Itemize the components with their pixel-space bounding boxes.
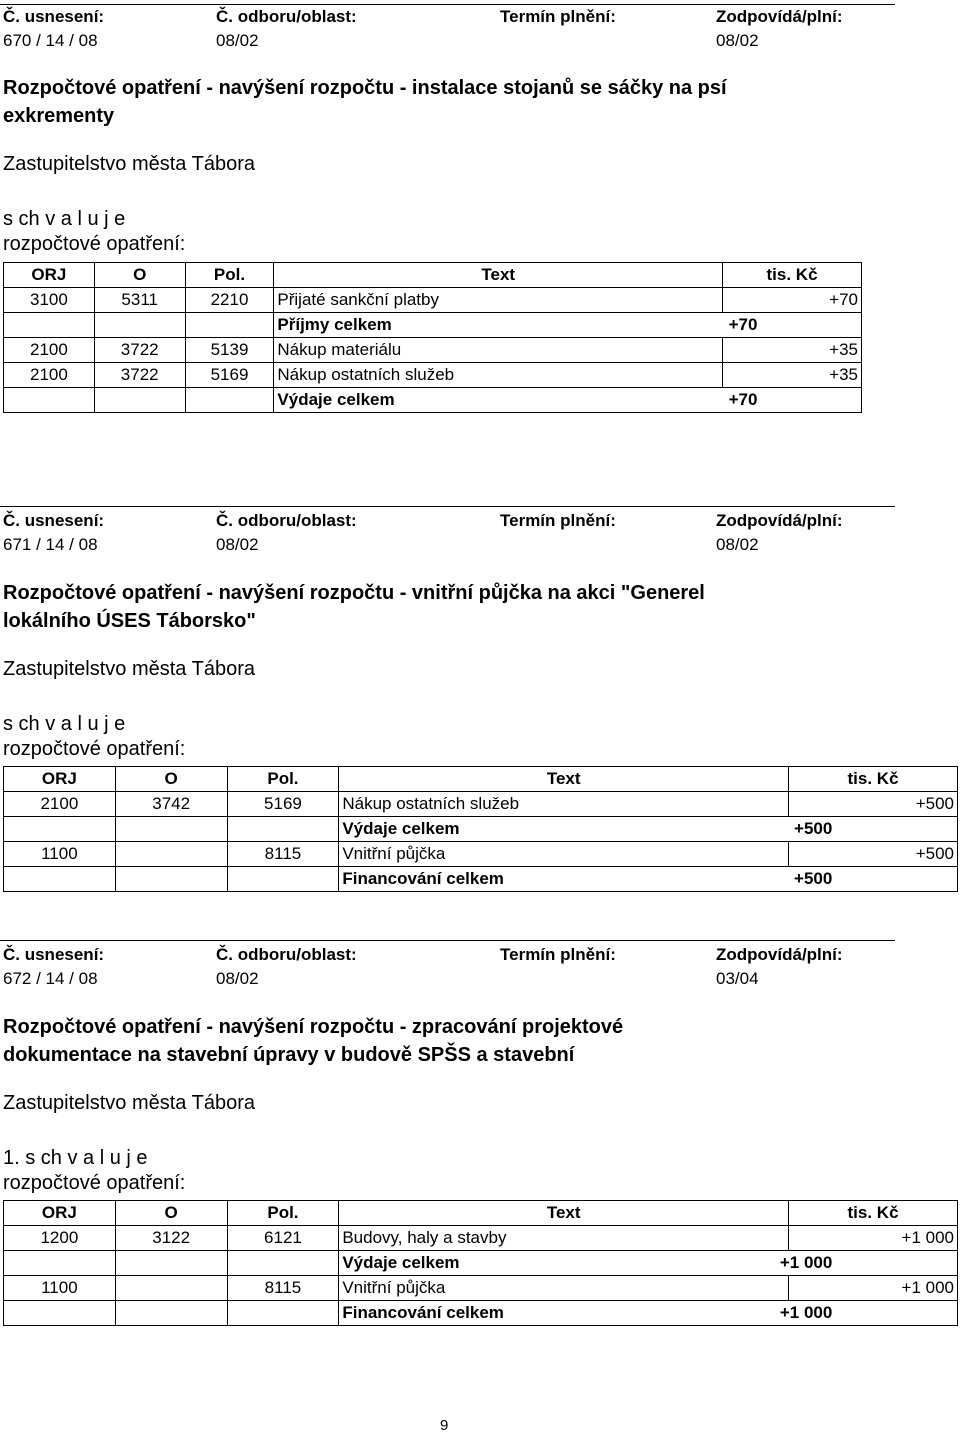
approves-text: s ch v a l u j e [3, 208, 126, 230]
divider [0, 940, 895, 941]
table-row [4, 1226, 958, 1251]
table-row [4, 842, 958, 867]
title-line: exkrementy [3, 105, 115, 127]
col-text: Text [339, 767, 789, 792]
table-row [4, 1276, 958, 1301]
odbor-value: 08/02 [216, 535, 259, 554]
zodpovida-value: 08/02 [716, 31, 759, 50]
col-kc: tis. Kč [789, 767, 958, 792]
pol-cell: 5139 [185, 338, 274, 363]
total-row [4, 388, 862, 413]
total-label: Financování celkem [342, 1303, 504, 1322]
total-value: +500 [794, 869, 833, 888]
zodpovida-label: Zodpovídá/plní: [716, 511, 843, 530]
title-line: Rozpočtové opatření - navýšení rozpočtu - vnitřní půjčka na akci "Generel [3, 582, 705, 604]
kc-cell: +1 000 [789, 1276, 958, 1301]
text-cell: Nákup materiálu [274, 338, 723, 363]
budget-table [3, 262, 862, 413]
total-row [4, 867, 958, 892]
o-cell: 5311 [94, 288, 185, 313]
table-row [4, 288, 862, 313]
zodpovida-value: 08/02 [716, 535, 759, 554]
kc-cell: +35 [723, 338, 862, 363]
text-cell: Přijaté sankční platby [274, 288, 723, 313]
zodpovida-label: Zodpovídá/plní: [716, 7, 843, 26]
col-kc: tis. Kč [789, 1201, 958, 1226]
text-cell: Vnitřní půjčka [339, 1276, 789, 1301]
budget-table [3, 1200, 958, 1326]
total-value: +1 000 [779, 1253, 833, 1272]
col-pol: Pol. [227, 1201, 339, 1226]
orj-cell: 2100 [4, 338, 95, 363]
orj-cell: 1100 [4, 1276, 116, 1301]
total-row [4, 1301, 958, 1326]
col-o: O [115, 1201, 227, 1226]
budget-measure-label: rozpočtové opatření: [3, 233, 186, 255]
usneseni-label: Č. usnesení: [3, 511, 105, 530]
total-value: +500 [794, 819, 833, 838]
zodpovida-label: Zodpovídá/plní: [716, 945, 843, 964]
orj-cell: 1100 [4, 842, 116, 867]
col-o: O [94, 263, 185, 288]
total-row [4, 313, 862, 338]
o-cell [115, 842, 227, 867]
o-cell [115, 1276, 227, 1301]
pol-cell: 8115 [227, 1276, 339, 1301]
text-cell: Nákup ostatních služeb [339, 792, 789, 817]
orj-cell: 3100 [4, 288, 95, 313]
approves-text: 1. s ch v a l u j e [3, 1147, 148, 1169]
council-name: Zastupitelstvo města Tábora [3, 1092, 255, 1114]
kc-cell: +500 [789, 842, 958, 867]
termin-label: Termín plnění: [500, 7, 616, 26]
usneseni-value: 671 / 14 / 08 [3, 535, 98, 554]
pol-cell: 5169 [185, 363, 274, 388]
text-cell: Nákup ostatních služeb [274, 363, 723, 388]
pol-cell: 5169 [227, 792, 339, 817]
termin-label: Termín plnění: [500, 945, 616, 964]
total-label: Výdaje celkem [342, 1253, 460, 1272]
col-text: Text [339, 1201, 789, 1226]
usneseni-value: 670 / 14 / 08 [3, 31, 98, 50]
title-line: dokumentace na stavební úpravy v budově SPŠS a stavební [3, 1044, 575, 1066]
council-name: Zastupitelstvo města Tábora [3, 153, 255, 175]
usneseni-label: Č. usnesení: [3, 7, 105, 26]
kc-cell: +70 [723, 288, 862, 313]
budget-table [3, 766, 958, 892]
odbor-value: 08/02 [216, 31, 259, 50]
kc-cell: +1 000 [789, 1226, 958, 1251]
o-cell: 3722 [94, 363, 185, 388]
table-row [4, 792, 958, 817]
table-header-row [4, 263, 862, 288]
title-line: Rozpočtové opatření - navýšení rozpočtu - zpracování projektové [3, 1016, 624, 1038]
usneseni-value: 672 / 14 / 08 [3, 969, 98, 988]
usneseni-label: Č. usnesení: [3, 945, 105, 964]
odbor-value: 08/02 [216, 969, 259, 988]
kc-cell: +500 [789, 792, 958, 817]
total-row [4, 817, 958, 842]
text-cell: Vnitřní půjčka [339, 842, 789, 867]
o-cell: 3122 [115, 1226, 227, 1251]
approves-text: s ch v a l u j e [3, 713, 126, 735]
odbor-label: Č. odboru/oblast: [216, 945, 357, 964]
total-value: +70 [728, 315, 758, 334]
pol-cell: 2210 [185, 288, 274, 313]
table-row [4, 338, 862, 363]
kc-cell: +35 [723, 363, 862, 388]
orj-cell: 2100 [4, 792, 116, 817]
page-number: 9 [440, 1417, 449, 1434]
orj-cell: 1200 [4, 1226, 116, 1251]
title-line: Rozpočtové opatření - navýšení rozpočtu - instalace stojanů se sáčky na psí [3, 77, 727, 99]
budget-measure-label: rozpočtové opatření: [3, 738, 186, 760]
pol-cell: 6121 [227, 1226, 339, 1251]
col-orj: ORJ [4, 1201, 116, 1226]
total-label: Výdaje celkem [342, 819, 460, 838]
col-orj: ORJ [4, 263, 95, 288]
total-value: +1 000 [779, 1303, 833, 1322]
col-orj: ORJ [4, 767, 116, 792]
orj-cell: 2100 [4, 363, 95, 388]
total-row [4, 1251, 958, 1276]
council-name: Zastupitelstvo města Tábora [3, 658, 255, 680]
pol-cell: 8115 [227, 842, 339, 867]
total-label: Výdaje celkem [277, 390, 395, 409]
table-header-row [4, 1201, 958, 1226]
divider [0, 506, 895, 507]
col-kc: tis. Kč [723, 263, 862, 288]
divider [0, 4, 895, 5]
resolution-title [3, 1013, 623, 1069]
odbor-label: Č. odboru/oblast: [216, 7, 357, 26]
termin-label: Termín plnění: [500, 511, 616, 530]
o-cell: 3722 [94, 338, 185, 363]
total-label: Financování celkem [342, 869, 504, 888]
total-label: Příjmy celkem [277, 315, 392, 334]
col-pol: Pol. [227, 767, 339, 792]
total-value: +70 [728, 390, 758, 409]
odbor-label: Č. odboru/oblast: [216, 511, 357, 530]
col-text: Text [274, 263, 723, 288]
o-cell: 3742 [115, 792, 227, 817]
zodpovida-value: 03/04 [716, 969, 759, 988]
table-header-row [4, 767, 958, 792]
resolution-title [3, 74, 727, 130]
budget-measure-label: rozpočtové opatření: [3, 1172, 186, 1194]
text-cell: Budovy, haly a stavby [339, 1226, 789, 1251]
col-pol: Pol. [185, 263, 274, 288]
table-row [4, 363, 862, 388]
col-o: O [115, 767, 227, 792]
resolution-title [3, 579, 705, 635]
title-line: lokálního ÚSES Táborsko" [3, 610, 256, 632]
